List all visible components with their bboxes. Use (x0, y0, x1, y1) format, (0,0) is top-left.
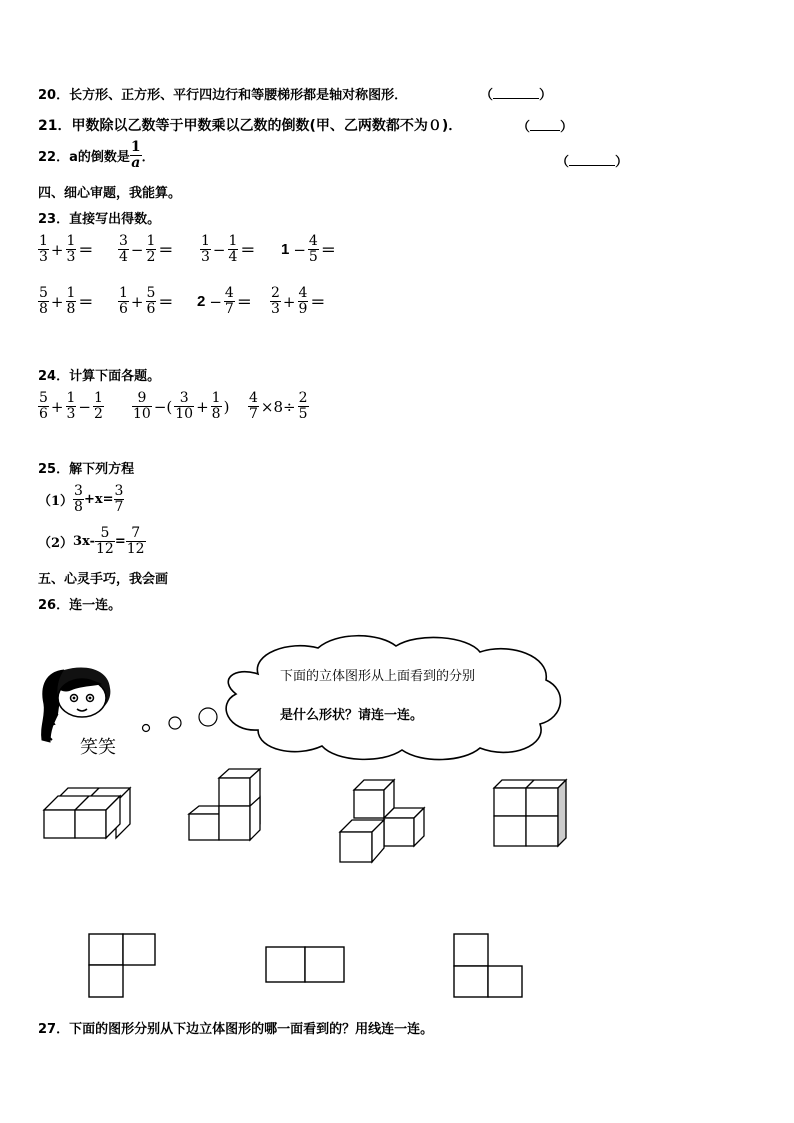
section-4-heading: 四、细心审题，我能算。 (38, 186, 182, 201)
top-view-shape-3 (453, 933, 525, 999)
answer-blank-22[interactable]: （ ） (556, 155, 629, 170)
q23-r2-e4: $\frac{2}{3}$ + $\frac{4}{9}$ ＝ (271, 285, 326, 317)
q23-r2-e3: 2 − $\frac{4}{7}$ ＝ (197, 285, 252, 317)
question-23-title: 23．直接写出得数。 (38, 212, 161, 227)
solid-figure-1 (42, 786, 132, 842)
question-26-title: 26．连一连。 (38, 598, 122, 613)
q23-r2-e1: $\frac{5}{8}$ + $\frac{1}{8}$ ＝ (39, 285, 94, 317)
question-22: 22．a的倒数是 $\frac{1}{a}$ ． (38, 139, 155, 171)
top-view-shape-2 (265, 946, 347, 984)
question-27-title: 27．下面的图形分别从下边立体图形的哪一面看到的？用线连一连。 (38, 1022, 434, 1037)
answer-blank-20[interactable]: （ ） (480, 88, 553, 103)
cloud-text-line-1: 下面的立体图形从上面看到的分别 (280, 669, 476, 684)
solid-figure-4 (492, 778, 568, 848)
answer-blank-21[interactable]: （ ） (517, 120, 574, 135)
q23-r1-e2: $\frac{3}{4}$ − $\frac{1}{2}$ ＝ (119, 233, 174, 265)
thought-dots (140, 704, 220, 734)
q25-equation-2: （2） 3x- $\frac{5}{12}$ = $\frac{7}{12}$ (38, 525, 145, 557)
question-24-title: 24．计算下面各题。 (38, 369, 161, 384)
q25-equation-1: （1） $\frac{3}{8}$ +x= $\frac{3}{7}$ (38, 483, 124, 515)
cloud-text-line-2: 是什么形状？请连一连。 (280, 708, 424, 723)
solid-figure-3 (338, 778, 428, 864)
question-25-title: 25．解下列方程 (38, 462, 135, 477)
question-21: 21．甲数除以乙数等于甲数乘以乙数的倒数(甲、乙两数都不为０)． (38, 118, 463, 134)
q23-r1-e3: $\frac{1}{3}$ − $\frac{1}{4}$ ＝ (201, 233, 256, 265)
section-5-heading: 五、心灵手巧，我会画 (38, 572, 169, 587)
q23-r1-e1: $\frac{1}{3}$ + $\frac{1}{3}$ ＝ (39, 233, 94, 265)
q23-r2-e2: $\frac{1}{6}$ + $\frac{5}{6}$ ＝ (119, 285, 174, 317)
speech-cloud (218, 634, 568, 764)
top-view-shape-1 (88, 933, 158, 999)
q23-r1-e4: 1 − $\frac{4}{5}$ ＝ (281, 233, 336, 265)
q24-expression-1: $\frac{5}{6}$ + $\frac{1}{3}$ − $\frac{1}{2}$ (39, 390, 103, 422)
girl-name-label: 笑笑 (80, 737, 116, 758)
fraction-1-over-a: $\frac{1}{a}$ (130, 139, 141, 171)
question-20: 20．长方形、正方形、平行四边行和等腰梯形都是轴对称图形． (38, 88, 408, 103)
solid-figure-2 (188, 768, 264, 842)
q24-expression-3: $\frac{4}{7}$ ×8÷ $\frac{2}{5}$ (249, 390, 308, 422)
q24-expression-2: $\frac{9}{10}$ −( $\frac{3}{10}$ + $\frac{1}{8}$ ) (133, 390, 230, 422)
